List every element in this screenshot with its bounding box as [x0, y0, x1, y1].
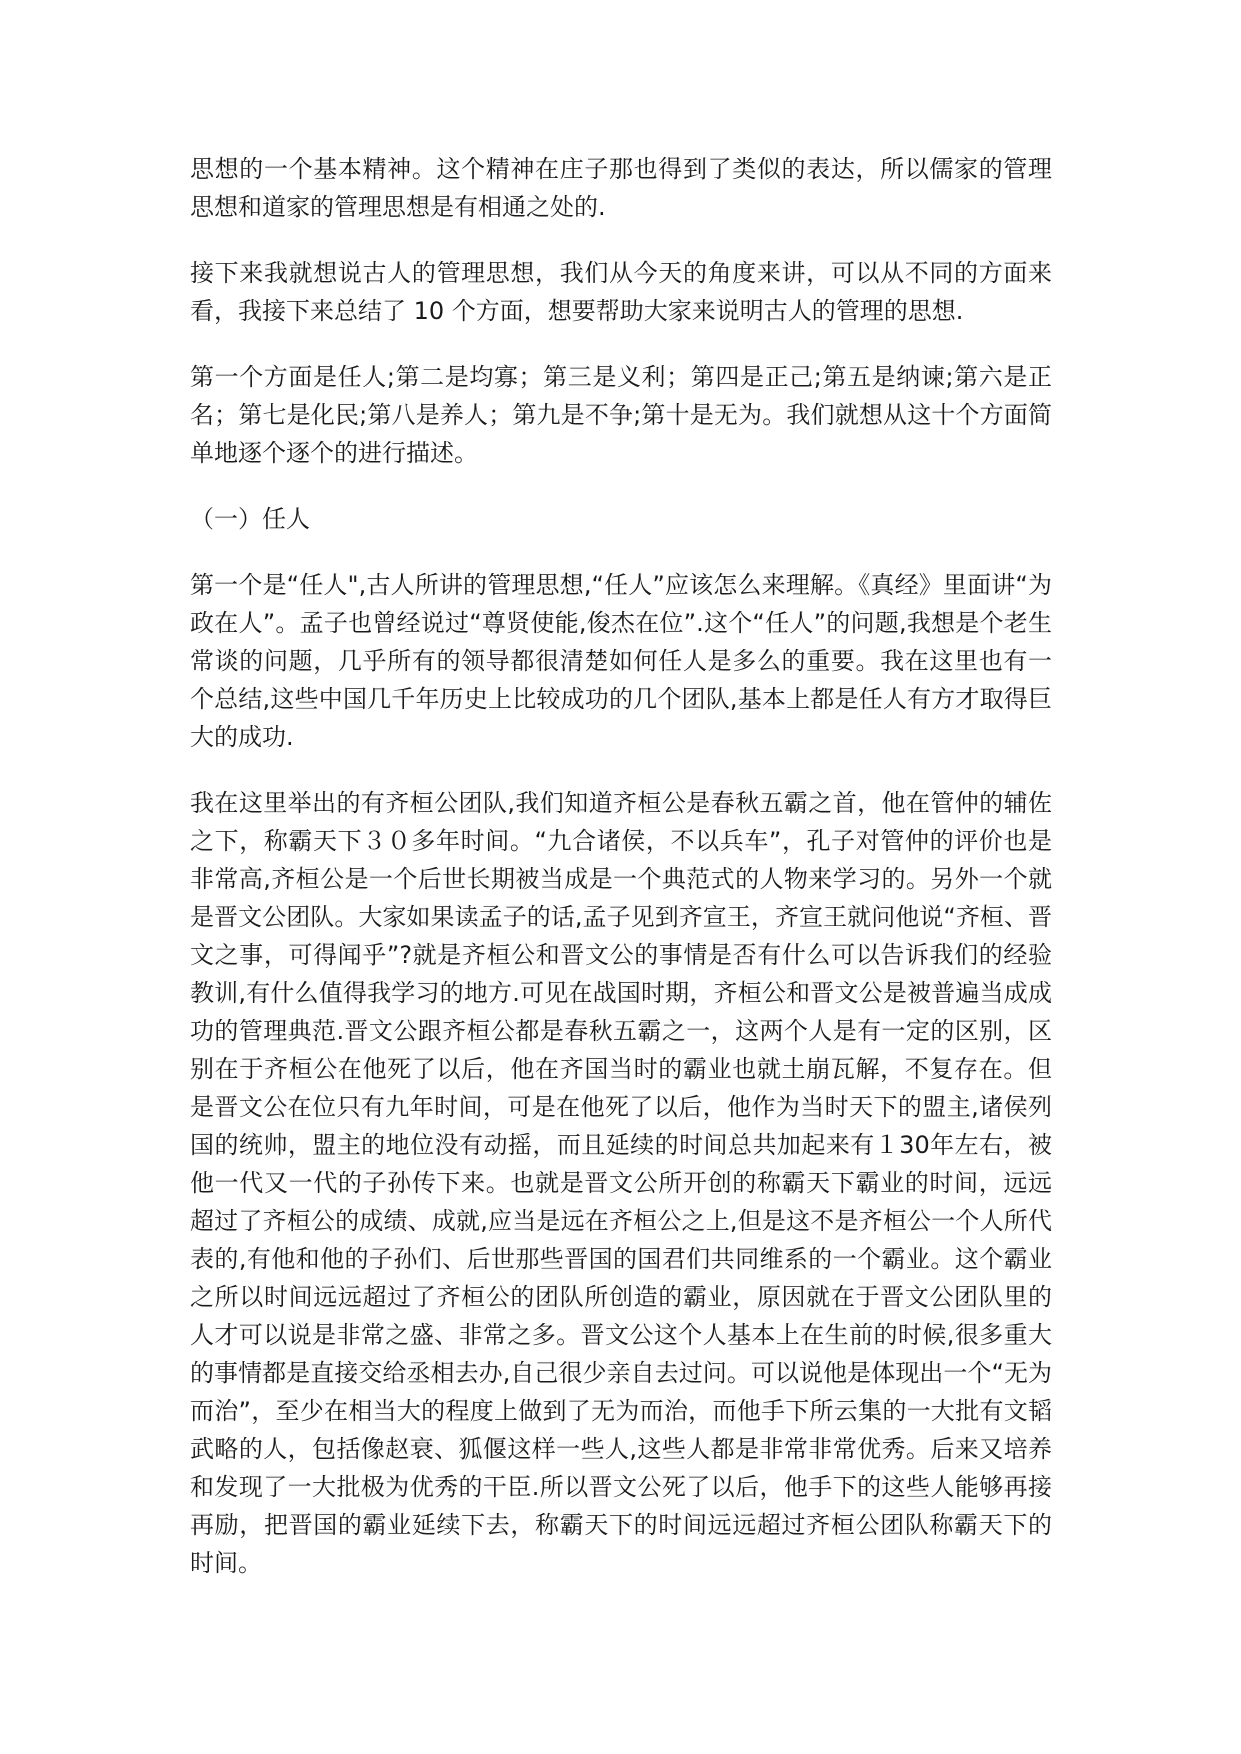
paragraph-ten-aspects-list: 第一个方面是任人;第二是均寡；第三是义利；第四是正己;第五是纳谏;第六是正名；第七是化民;第八是养人；第九是不争;第十是无为。我们就想从这十个方面简单地逐个逐个的进行描述。 [190, 363, 1052, 467]
paragraph-qi-jin-teams: 我在这里举出的有齐桓公团队,我们知道齐桓公是春秋五霸之首，他在管仲的辅佐之下，称霸天下３０多年时间。“九合诸侯，不以兵车”，孔子对管仲的评价也是非常高,齐桓公是一个后世长期被当成是一个典范式的人物来学习的。另外一个就是晋文公团队。大家如果读孟子的话,孟子见到齐宣王，齐宣王就问他说“齐桓、晋文之事，可得闻乎”?就是齐桓公和晋文公的事情是否有什么可以告诉我们的经验教训,有什么值得我学习的地方.可见在战国时期，齐桓公和晋文公是被普遍当成成功的管理典范.晋文公跟齐桓公都是春秋五霸之一，这两个人是有一定的区别，区别在于齐桓公在他死了以后，他在齐国当时的霸业也就土崩瓦解，不复存在。但是晋文公在位只有九年时间，可是在他死了以后，他作为当时天下的盟主,诸侯列国的统帅，盟主的地位没有动摇，而且延续的时间总共加起来有１30年左右，被他一代又一代的子孙传下来。也就是晋文公所开创的称霸天下霸业的时间，远远超过了齐桓公的成绩、成就,应当是远在齐桓公之上,但是这不是齐桓公一个人所代表的,有他和他的子孙们、后世那些晋国的国君们共同维系的一个霸业。这个霸业之所以时间远远超过了齐桓公的团队所创造的霸业，原因就在于晋文公团队里的人才可以说是非常之盛、非常之多。晋文公这个人基本上在生前的时候,很多重大的事情都是直接交给丞相去办,自己很少亲自去过问。可以说他是体现出一个“无为而治”，至少在相当大的程度上做到了无为而治，而他手下所云集的一大批有文韬武略的人，包括像赵衰、狐偃这样一些人,这些人都是非常非常优秀。后来又培养和发现了一大批极为优秀的干臣.所以晋文公死了以后，他手下的这些人能够再接再励，把晋国的霸业延续下去，称霸天下的时间远远超过齐桓公团队称霸天下的时间。 [190, 789, 1052, 1577]
paragraph-intro-conclusion: 思想的一个基本精神。这个精神在庄子那也得到了类似的表达，所以儒家的管理思想和道家的管理思想是有相通之处的. [190, 155, 1052, 221]
paragraph-ten-aspects-intro: 接下来我就想说古人的管理思想，我们从今天的角度来讲，可以从不同的方面来看，我接下来总结了 10 个方面，想要帮助大家来说明古人的管理的思想. [190, 259, 1052, 325]
document-body [190, 150, 1052, 1610]
paragraph-renren-meaning: 第一个是“任人",古人所讲的管理思想,“任人”应该怎么来理解。《真经》里面讲“为政在人”。孟子也曾经说过“尊贤使能,俊杰在位”.这个“任人”的问题,我想是个老生常谈的问题，几乎所有的领导都很清楚如何任人是多么的重要。我在这里也有一个总结,这些中国几千年历史上比较成功的几个团队,基本上都是任人有方才取得巨大的成功. [190, 571, 1052, 751]
section-heading-renren: （一）任人 [190, 505, 310, 533]
